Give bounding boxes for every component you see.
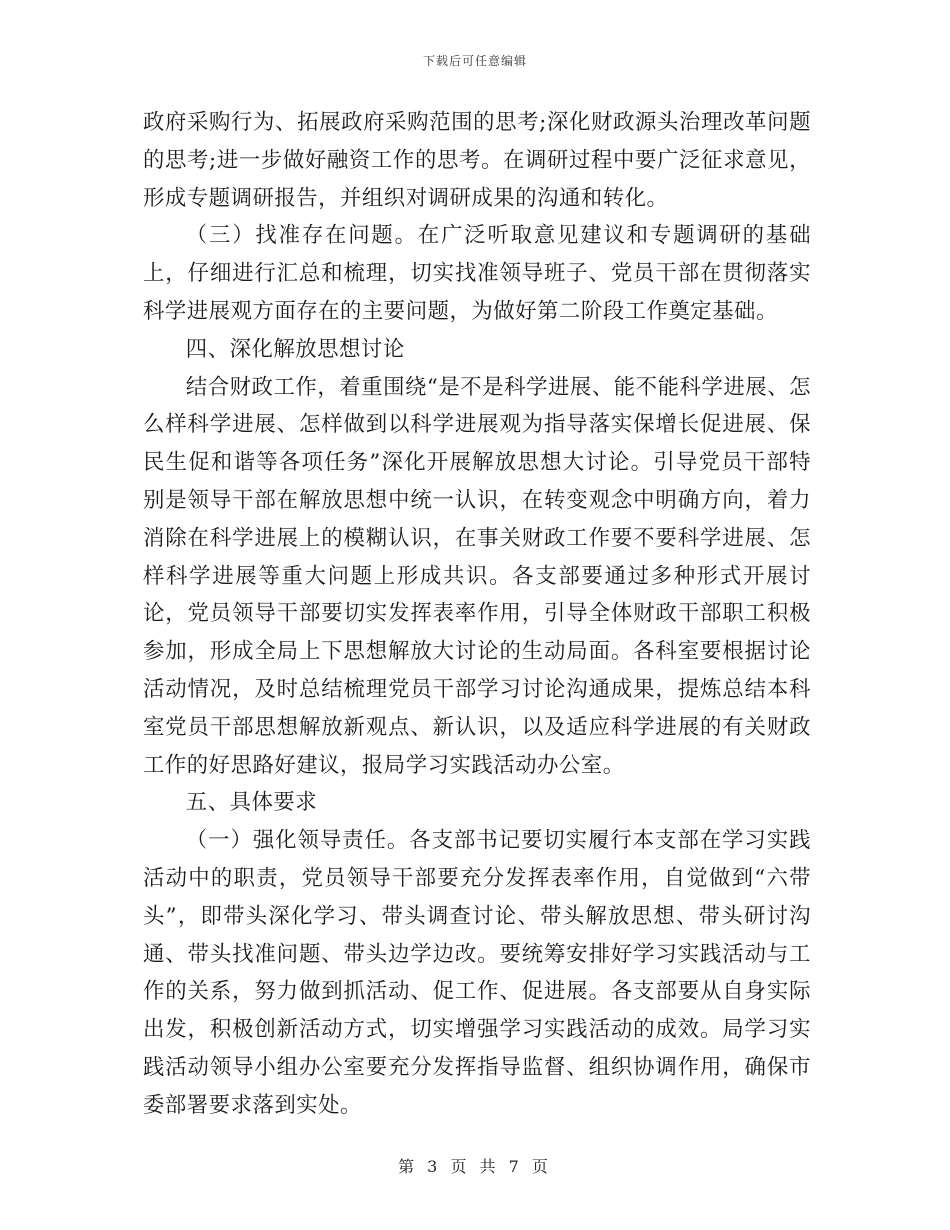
paragraph-procurement-thinking: 政府采购行为、拓展政府采购范围的思考;深化财政源头治理改革问题的思考;进一步做好融资工作的思考。在调研过程中要广泛征求意见，形成专题调研报告，并组织对调研成果的沟通和转化。 bbox=[143, 110, 811, 211]
section-heading-5: 五、具体要求 bbox=[185, 790, 318, 816]
page-header-note: 下载后可任意编辑 bbox=[422, 54, 527, 68]
paragraph-identify-problems: （三）找准存在问题。在广泛听取意见建议和专题调研的基础上，仔细进行汇总和梳理，切实找准领导班子、党员干部在贯彻落实科学进展观方面存在的主要问题，为做好第二阶段工作奠定基础。 bbox=[143, 223, 811, 324]
paragraph-leadership-responsibility: （一）强化领导责任。各支部书记要切实履行本支部在学习实践活动中的职责，党员领导干部要充分发挥表率作用，自觉做到“六带头”，即带头深化学习、带头调查讨论、带头解放思想、带头研讨沟通、带头找准问题、带头边学边改。要统筹安排好学习实践活动与工作的关系，努力做到抓活动、促工作、促进展。各支部要从自身实际出发，积极创新活动方式，切实增强学习实践活动的成效。局学习实践活动领导小组办公室要充分发挥指导监督、组织协调作用，确保市委部署要求落到实处。 bbox=[143, 828, 811, 1118]
paragraph-liberation-discussion: 结合财政工作，着重围绕“是不是科学进展、能不能科学进展、怎么样科学进展、怎样做到以科学进展观为指导落实保增长促进展、保民生促和谐等各项任务”深化开展解放思想大讨论。引导党员干部特别是领导干部在解放思想中统一认识，在转变观念中明确方向，着力消除在科学进展上的模糊认识，在事关财政工作要不要科学进展、怎样科学进展等重大问题上形成共识。各支部要通过多种形式开展讨论，党员领导干部要切实发挥表率作用，引导全体财政干部职工积极参加，形成全局上下思想解放大讨论的生动局面。各科室要根据讨论活动情况，及时总结梳理党员干部学习讨论沟通成果，提炼总结本科室党员干部思想解放新观点、新认识，以及适应科学进展的有关财政工作的好思路好建议，报局学习实践活动办公室。 bbox=[143, 374, 811, 778]
page-number: 第 3 页 共 7 页 bbox=[398, 1157, 552, 1176]
document-body bbox=[143, 104, 811, 1125]
section-heading-4: 四、深化解放思想讨论 bbox=[185, 336, 405, 362]
